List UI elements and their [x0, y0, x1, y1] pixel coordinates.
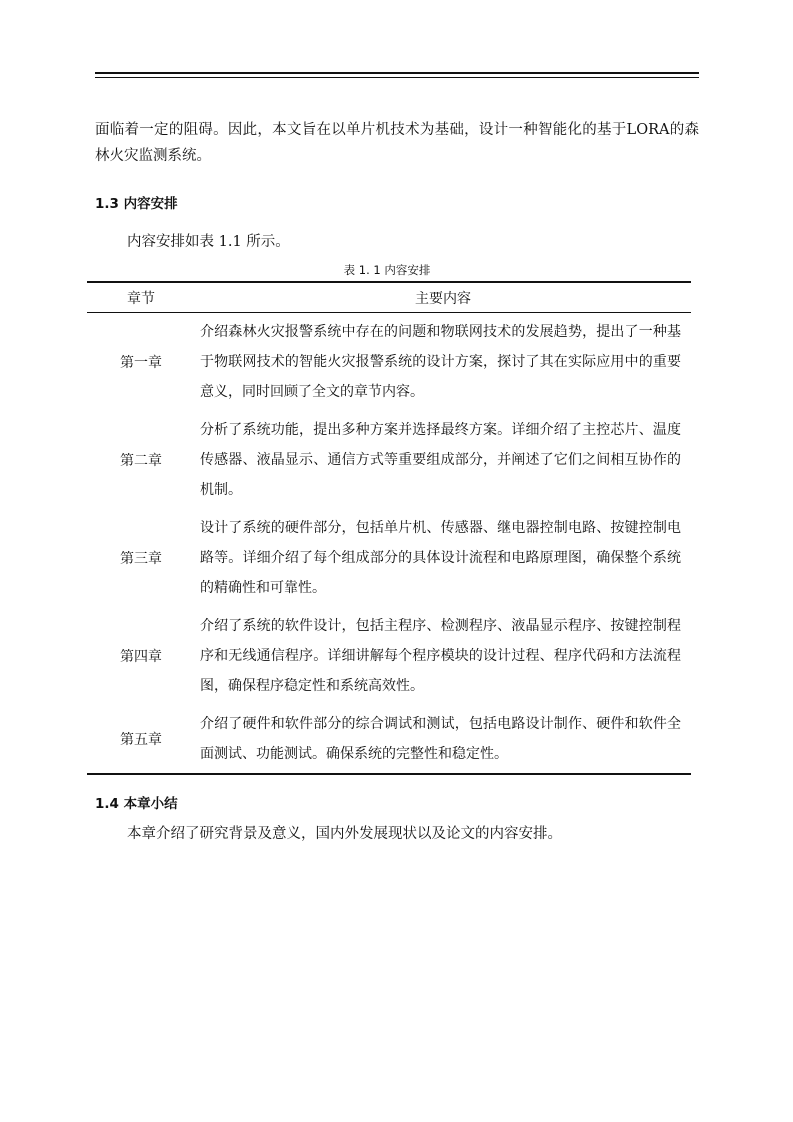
- header-rule-thin: [95, 77, 699, 78]
- content-table: [87, 281, 691, 775]
- section-heading-1-4: 1.4 本章小结: [95, 796, 178, 812]
- chapter-cell: 第五章: [87, 705, 195, 774]
- chapter-cell: 第四章: [120, 649, 162, 665]
- table-row: [87, 509, 691, 607]
- section-heading-1-3: 1.3 内容安排: [95, 196, 178, 212]
- table-row: [87, 607, 691, 705]
- table-row: [87, 313, 691, 412]
- table-header-row: [87, 282, 691, 313]
- header-rule-thick: [95, 72, 699, 74]
- chapter-cell: 第一章: [120, 355, 162, 371]
- table-row: [87, 705, 691, 774]
- table-row: [87, 411, 691, 509]
- table-caption: 表 1. 1 内容安排: [343, 263, 431, 277]
- content-cell: 介绍了硬件和软件部分的综合调试和测试，包括电路设计制作、硬件和软件全面测试、功能测试。确保系统的完整性和稳定性。: [195, 705, 691, 774]
- content-cell: 分析了系统功能，提出多种方案并选择最终方案。详细介绍了主控芯片、温度传感器、液晶显示、通信方式等重要组成部分，并阐述了它们之间相互协作的机制。: [200, 422, 681, 498]
- content-cell: 设计了系统的硬件部分，包括单片机、传感器、继电器控制电路、按键控制电路等。详细介绍了每个组成部分的具体设计流程和电路原理图，确保整个系统的精确性和可靠性。: [200, 520, 681, 596]
- content-cell: 介绍森林火灾报警系统中存在的问题和物联网技术的发展趋势，提出了一种基于物联网技术的智能火灾报警系统的设计方案，探讨了其在实际应用中的重要意义，同时回顾了全文的章节内容。: [200, 324, 681, 400]
- table-header-content: 主要内容: [195, 282, 691, 313]
- table-header-chapter: 章节: [87, 282, 195, 313]
- section-1-3-text: 内容安排如表 1.1 所示。: [127, 234, 290, 250]
- chapter-cell: 第三章: [120, 551, 162, 567]
- section-1-4-text: 本章介绍了研究背景及意义，国内外发展现状以及论文的内容安排。: [127, 826, 562, 842]
- intro-paragraph: 面临着一定的阻碍。因此，本文旨在以单片机技术为基础，设计一种智能化的基于LORA的森林火灾监测系统。: [95, 122, 699, 164]
- content-cell: 介绍了系统的软件设计，包括主程序、检测程序、液晶显示程序、按键控制程序和无线通信程序。详细讲解每个程序模块的设计过程、程序代码和方法流程图，确保程序稳定性和系统高效性。: [200, 618, 681, 694]
- chapter-cell: 第二章: [120, 453, 162, 469]
